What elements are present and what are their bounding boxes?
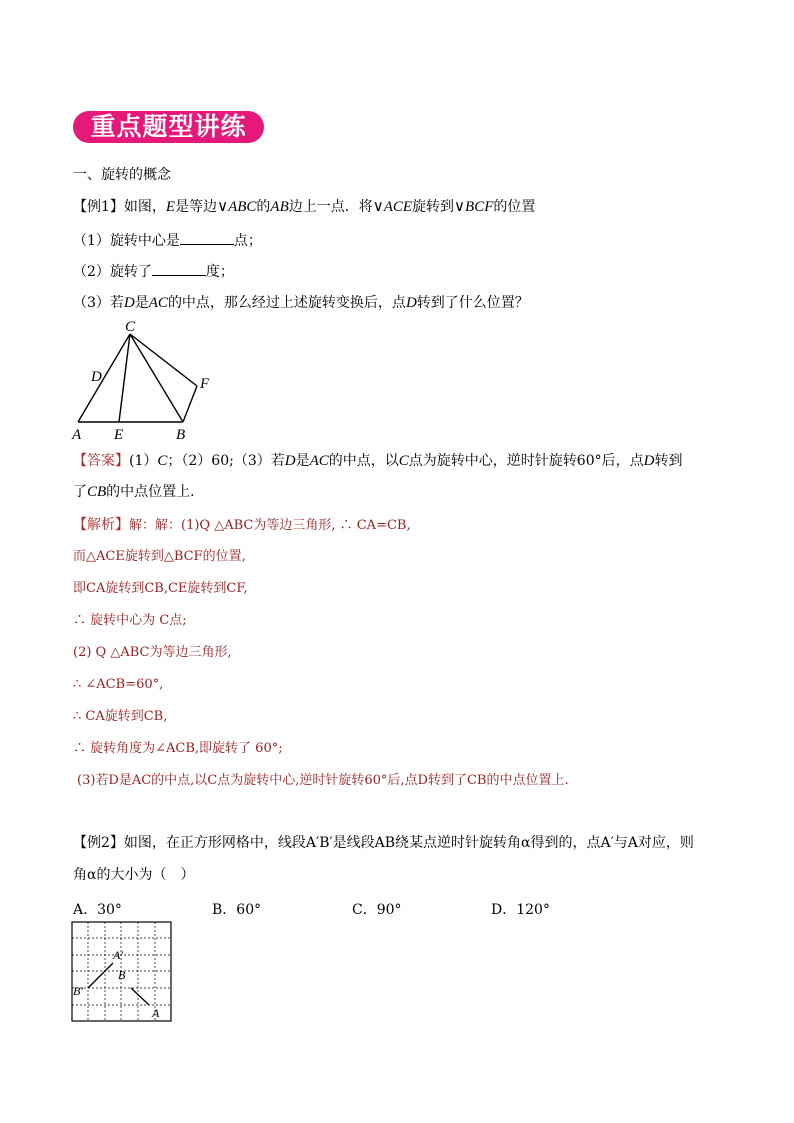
q-var: AC xyxy=(148,295,168,311)
label-B: B xyxy=(118,968,126,982)
analysis-text: 解：解：(1)Q △ABC为等边三角形, ∴ CA=CB, xyxy=(129,518,411,533)
a-text: 的中点，以 xyxy=(328,453,399,469)
label-B-prime: B′ xyxy=(73,984,83,998)
q-text: （3）若 xyxy=(73,295,124,311)
example1-question xyxy=(73,198,535,216)
a-var: CB xyxy=(87,484,107,500)
option-b[interactable]: B．60° xyxy=(212,902,262,918)
a-text: 的中点位置上． xyxy=(106,484,205,500)
analysis-line-6: ∴ ∠ACB=60°, xyxy=(73,677,164,692)
option-a[interactable]: A．30° xyxy=(73,902,122,918)
a-var: D xyxy=(284,453,296,469)
q-text: 的中点，那么经过上述旋转变换后，点 xyxy=(167,295,406,311)
sub-question-3 xyxy=(73,294,529,312)
q-text: 点； xyxy=(233,233,262,249)
fill-blank[interactable] xyxy=(180,232,234,245)
fill-blank[interactable] xyxy=(152,263,206,276)
analysis-line-4: ∴ 旋转中心为 C点; xyxy=(73,613,187,628)
q-text: 是 xyxy=(134,295,149,311)
analysis-line-5: (2) Q △ABC为等边三角形, xyxy=(73,645,232,660)
answer-line-1 xyxy=(73,452,682,470)
label-A: A xyxy=(152,1006,160,1020)
q-text: 如图， xyxy=(123,199,166,215)
option-d[interactable]: D．120° xyxy=(491,902,550,918)
label-F: F xyxy=(200,376,210,392)
option-c[interactable]: C．90° xyxy=(352,902,402,918)
label-D: D xyxy=(91,369,102,385)
a-text: (1） xyxy=(129,453,158,469)
q-text: 度； xyxy=(205,264,234,280)
q-var: AB xyxy=(270,199,289,215)
sub-question-1 xyxy=(73,232,262,250)
q-text: （2）旋转了 xyxy=(73,264,152,280)
answer-tag: 【答案】 xyxy=(73,453,129,469)
a-var: D xyxy=(643,453,655,469)
analysis-line-9: (3)若D是AC的中点,以C点为旋转中心,逆时针旋转60°后,点D转到了CB的中点位置上. xyxy=(77,773,569,788)
analysis-tag: 【解析】 xyxy=(73,517,129,533)
q-text: （1）旋转中心是 xyxy=(73,233,180,249)
sub-question-2 xyxy=(73,263,234,281)
q-var: ∨ABC xyxy=(217,199,257,215)
a-text: 了 xyxy=(73,484,87,500)
q-var: D xyxy=(123,295,135,311)
a-text: 是 xyxy=(295,453,310,469)
q-var: ∨BCF xyxy=(454,199,494,215)
q-var: ∨ACE xyxy=(372,199,413,215)
q-text: 是等边 xyxy=(175,199,218,215)
section-heading: 一、旋转的概念 xyxy=(73,167,171,183)
a-var: C xyxy=(157,453,168,469)
analysis-line-2: 而△ACE旋转到△BCF的位置, xyxy=(73,549,246,564)
a-text: ；（2）60;（3）若 xyxy=(167,453,285,469)
q-var: D xyxy=(405,295,417,311)
analysis-line-1 xyxy=(73,516,411,535)
answer-line-2 xyxy=(73,483,204,501)
q-text: 旋转到 xyxy=(412,199,455,215)
q-text: 转到了什么位置？ xyxy=(416,295,529,311)
analysis-line-8: ∴ 旋转角度为∠ACB,即旋转了 60°; xyxy=(73,741,283,756)
label-B: B xyxy=(176,427,186,442)
q-text: 的位置 xyxy=(493,199,536,215)
label-E: E xyxy=(114,427,124,442)
q-text: 的 xyxy=(256,199,271,215)
example2-question-line1: 【例2】如图，在正方形网格中，线段A′B′是线段AB绕某点逆时针旋转角α得到的，点A′与A对应，则 xyxy=(73,835,694,851)
a-text: 点为旋转中心，逆时针旋转60°后，点 xyxy=(408,453,644,469)
q-text: 边上一点．将 xyxy=(288,199,373,215)
grid-figure xyxy=(71,921,173,1023)
a-var: C xyxy=(398,453,409,469)
triangle-figure xyxy=(70,316,220,442)
section-badge: 重点题型讲练 xyxy=(73,111,264,143)
label-A: A xyxy=(72,427,82,442)
label-C: C xyxy=(125,319,136,335)
analysis-line-3: 即CA旋转到CB,CE旋转到CF, xyxy=(73,581,248,596)
example1-tag: 【例1】 xyxy=(73,199,124,215)
q-var: E xyxy=(165,199,176,215)
a-text: 转到 xyxy=(654,453,683,469)
analysis-line-7: ∴ CA旋转到CB, xyxy=(73,709,168,724)
a-var: AC xyxy=(309,453,329,469)
example2-question-line2: 角α的大小为（ ） xyxy=(73,867,195,883)
label-A-prime: A′ xyxy=(113,948,123,962)
